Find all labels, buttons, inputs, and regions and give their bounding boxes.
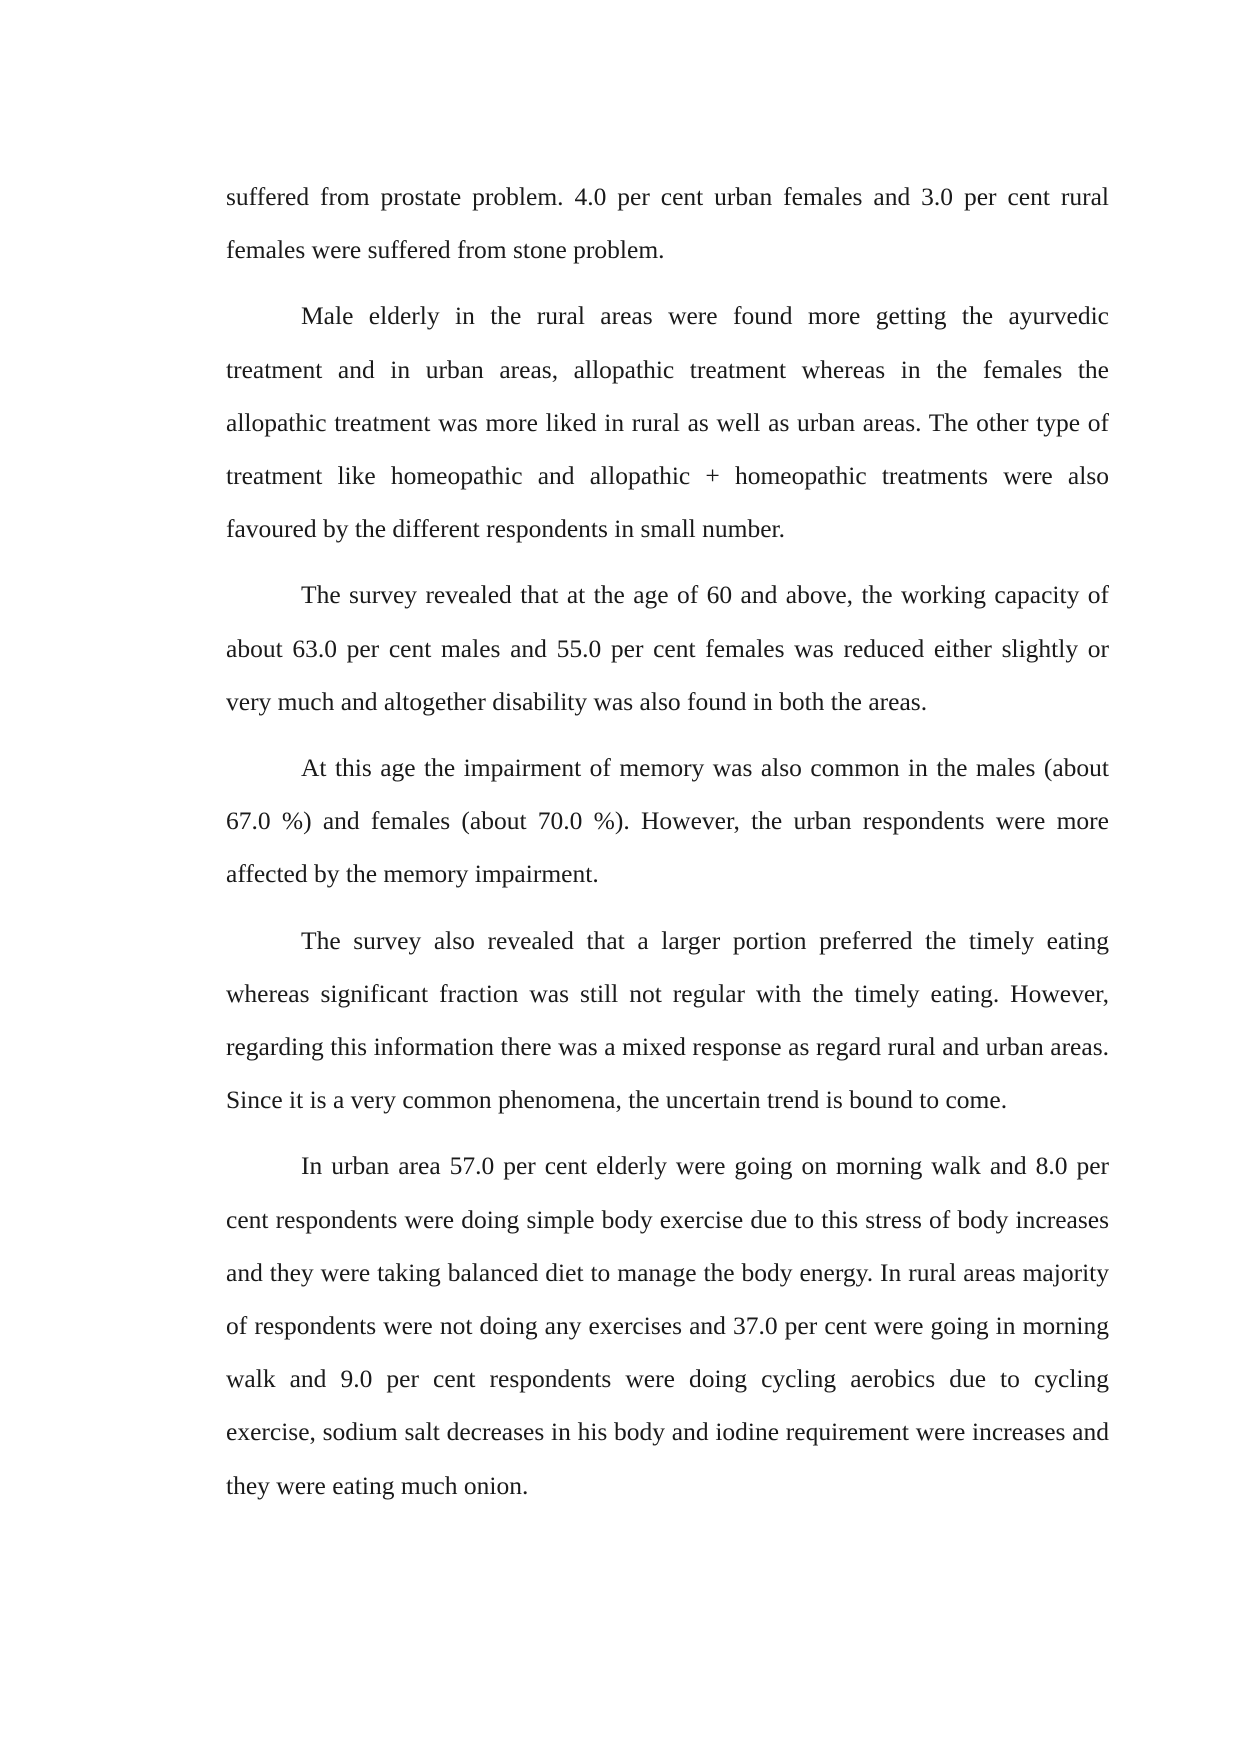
paragraph-exercise: In urban area 57.0 per cent elderly were going on morning walk and 8.0 per cent respondents were doing simple body exercise due to this stress of body increases and they were taking balanced diet to manage the body energy. In rural areas majority of respondents were not doing any exercises and 37.0 per cent were going in morning walk and 9.0 per cent respondents were doing cycling aerobics due to cycling exercise, sodium salt decreases in his body and iodine requirement were increases and they were eating much onion. — [226, 1151, 1109, 1500]
paragraph-working-capacity: The survey revealed that at the age of 60 and above, the working capacity of about 63.0 per cent males and 55.0 per cent females was reduced either slightly or very much and altogether disability was also found in both the areas. — [226, 580, 1109, 716]
paragraph-eating: The survey also revealed that a larger portion preferred the timely eating whereas significant fraction was still not regular with the timely eating. However, regarding this information there was a mixed response as regard rural and urban areas. Since it is a very common phenomena, the uncertain trend is bound to come. — [226, 925, 1109, 1115]
paragraph-continuation: suffered from prostate problem. 4.0 per cent urban females and 3.0 per cent rural females were suffered from stone problem. — [226, 182, 1109, 265]
body-text — [226, 170, 1109, 1525]
paragraph-treatment: Male elderly in the rural areas were found more getting the ayurvedic treatment and in urban areas, allopathic treatment whereas in the females the allopathic treatment was more liked in rural as well as urban areas. The other type of treatment like homeopathic and allopathic + homeopathic treatments were also favoured by the different respondents in small number. — [226, 301, 1109, 544]
paragraph-memory: At this age the impairment of memory was also common in the males (about 67.0 %) and females (about 70.0 %). However, the urban respondents were more affected by the memory impairment. — [226, 753, 1109, 889]
